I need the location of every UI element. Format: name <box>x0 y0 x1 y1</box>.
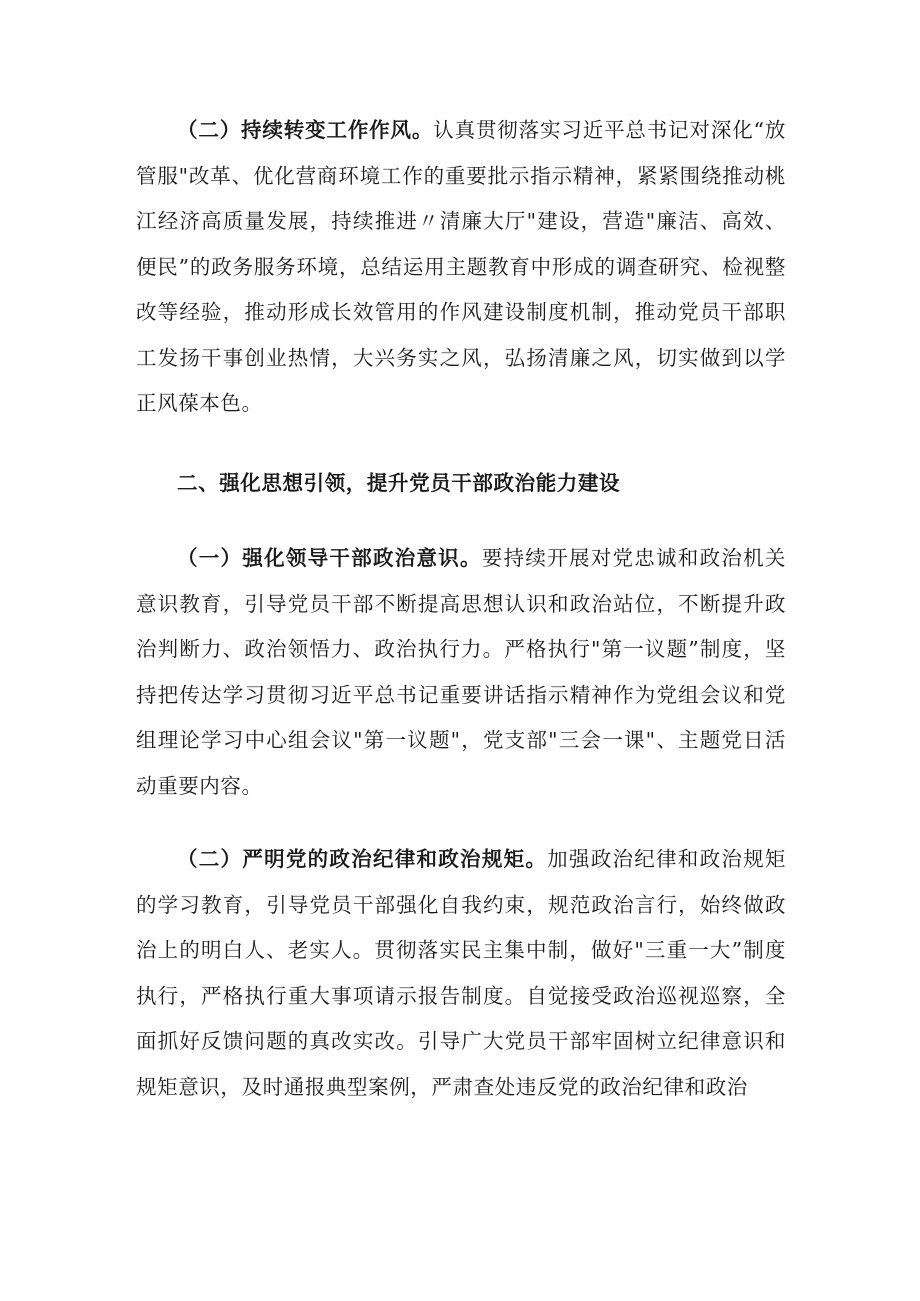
paragraph-text-political-awareness: 要持续开展对党忠诚和政治机关意识教育，引导党员干部不断提高思想认识和政治站位，不断提升政治判断力、政治领悟力、政治执行力。严格执行"第一议题”制度，坚持把传达学习贯彻习近平总书记重要讲话指示精神作为党组会议和党组理论学习中心组会议"第一议题"，党支部"三会一课"、主题党日活动重要内容。 <box>136 546 786 798</box>
paragraph-lead-work-style: （二）持续转变工作作风。 <box>177 118 434 142</box>
document-body <box>136 108 786 1110</box>
paragraph-text-work-style: 认真贯彻落实习近平总书记对深化“放管服"改革、优化营商环境工作的重要批示指示精神，紧紧围绕推动桃江经济高质量发展，持续推进〃清廉大厅"建设，营造"廉洁、高效、便民”的政务服务环境，总结运用主题教育中形成的调查研究、检视整改等经验，推动形成长效管用的作风建设制度机制，推动党员干部职工发扬干事创业热情，大兴务实之风，弘扬清廉之风，切实做到以学正风葆本色。 <box>136 118 786 415</box>
paragraph-lead-political-discipline: （二）严明党的政治纪律和政治规矩。 <box>177 847 548 871</box>
paragraph-lead-political-awareness: （一）强化领导干部政治意识。 <box>177 546 482 570</box>
paragraph-work-style <box>136 108 786 427</box>
paragraph-text-political-discipline: 加强政治纪律和政治规矩的学习教育，引导党员干部强化自我约束，规范政治言行，始终做政治上的明白人、老实人。贯彻落实民主集中制，做好"三重一大”制度执行，严格执行重大事项请示报告制度。自觉接受政治巡视巡察，全面抓好反馈问题的真改实改。引导广大党员干部牢固树立纪律意识和规矩意识，及时通报典型案例，严肃查处违反党的政治纪律和政治 <box>136 847 786 1099</box>
paragraph-political-discipline <box>136 837 786 1110</box>
section-heading-2: 二、强化思想引领，提升党员干部政治能力建设 <box>177 470 621 495</box>
paragraph-political-awareness <box>136 536 786 809</box>
